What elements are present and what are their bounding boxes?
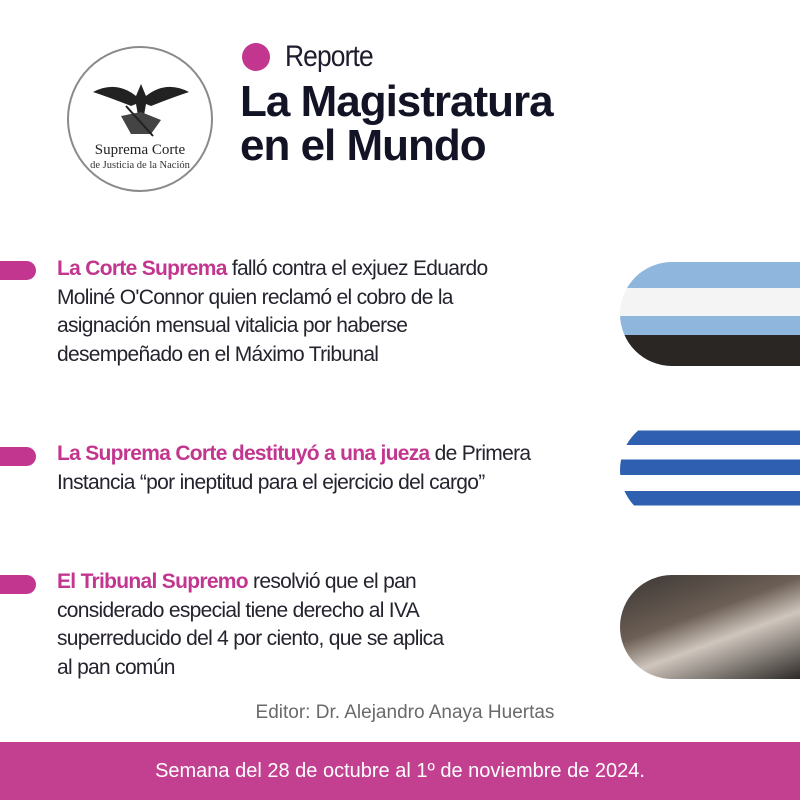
logo-subtitle: de Justicia de la Nación xyxy=(90,160,190,171)
item-text: de Primera xyxy=(429,442,531,465)
scjn-logo xyxy=(67,46,213,192)
item-text: considerado especial tiene derecho al IVA xyxy=(57,598,419,622)
eagle-emblem-icon xyxy=(91,76,191,138)
news-item-argentina xyxy=(57,255,488,369)
item-text: resolvió que el pan xyxy=(247,570,417,593)
report-kicker: Reporte xyxy=(285,40,373,73)
news-item-spain xyxy=(57,568,443,682)
footer-date-banner: Semana del 28 de octubre al 1º de noviembre de 2024. xyxy=(0,742,800,800)
item-highlight: La Corte Suprema xyxy=(57,257,227,280)
bullet-pill-icon xyxy=(0,447,36,466)
uruguay-gavel-photo xyxy=(620,418,800,522)
item-text: superreducido del 4 por ciento, que se aplica xyxy=(57,627,444,650)
item-text: desempeñado en el Máximo Tribunal xyxy=(57,342,379,366)
item-text: al pan común xyxy=(57,655,175,679)
item-text: Moliné O'Connor quien reclamó el cobro de la xyxy=(57,285,453,309)
title-line-2: en el Mundo xyxy=(240,121,486,170)
item-text: falló contra el exjuez Eduardo xyxy=(226,257,488,280)
baker-photo xyxy=(620,575,800,679)
editor-credit: Editor: Dr. Alejandro Anaya Huertas xyxy=(255,702,555,723)
page-title xyxy=(240,77,553,170)
item-text: asignación mensual vitalicia por haberse xyxy=(57,314,408,337)
news-item-uruguay xyxy=(57,440,530,497)
item-text: Instancia “por ineptitud para el ejercicio del cargo” xyxy=(57,470,485,494)
title-line-1: La Magistratura xyxy=(240,77,553,126)
bullet-pill-icon xyxy=(0,261,36,280)
accent-dot-icon xyxy=(242,43,270,71)
item-highlight: El Tribunal Supremo xyxy=(57,570,248,593)
item-highlight: La Suprema Corte destituyó a una jueza xyxy=(57,442,430,465)
bullet-pill-icon xyxy=(0,575,36,594)
logo-title: Suprema Corte xyxy=(94,142,186,158)
argentina-court-photo xyxy=(620,262,800,366)
